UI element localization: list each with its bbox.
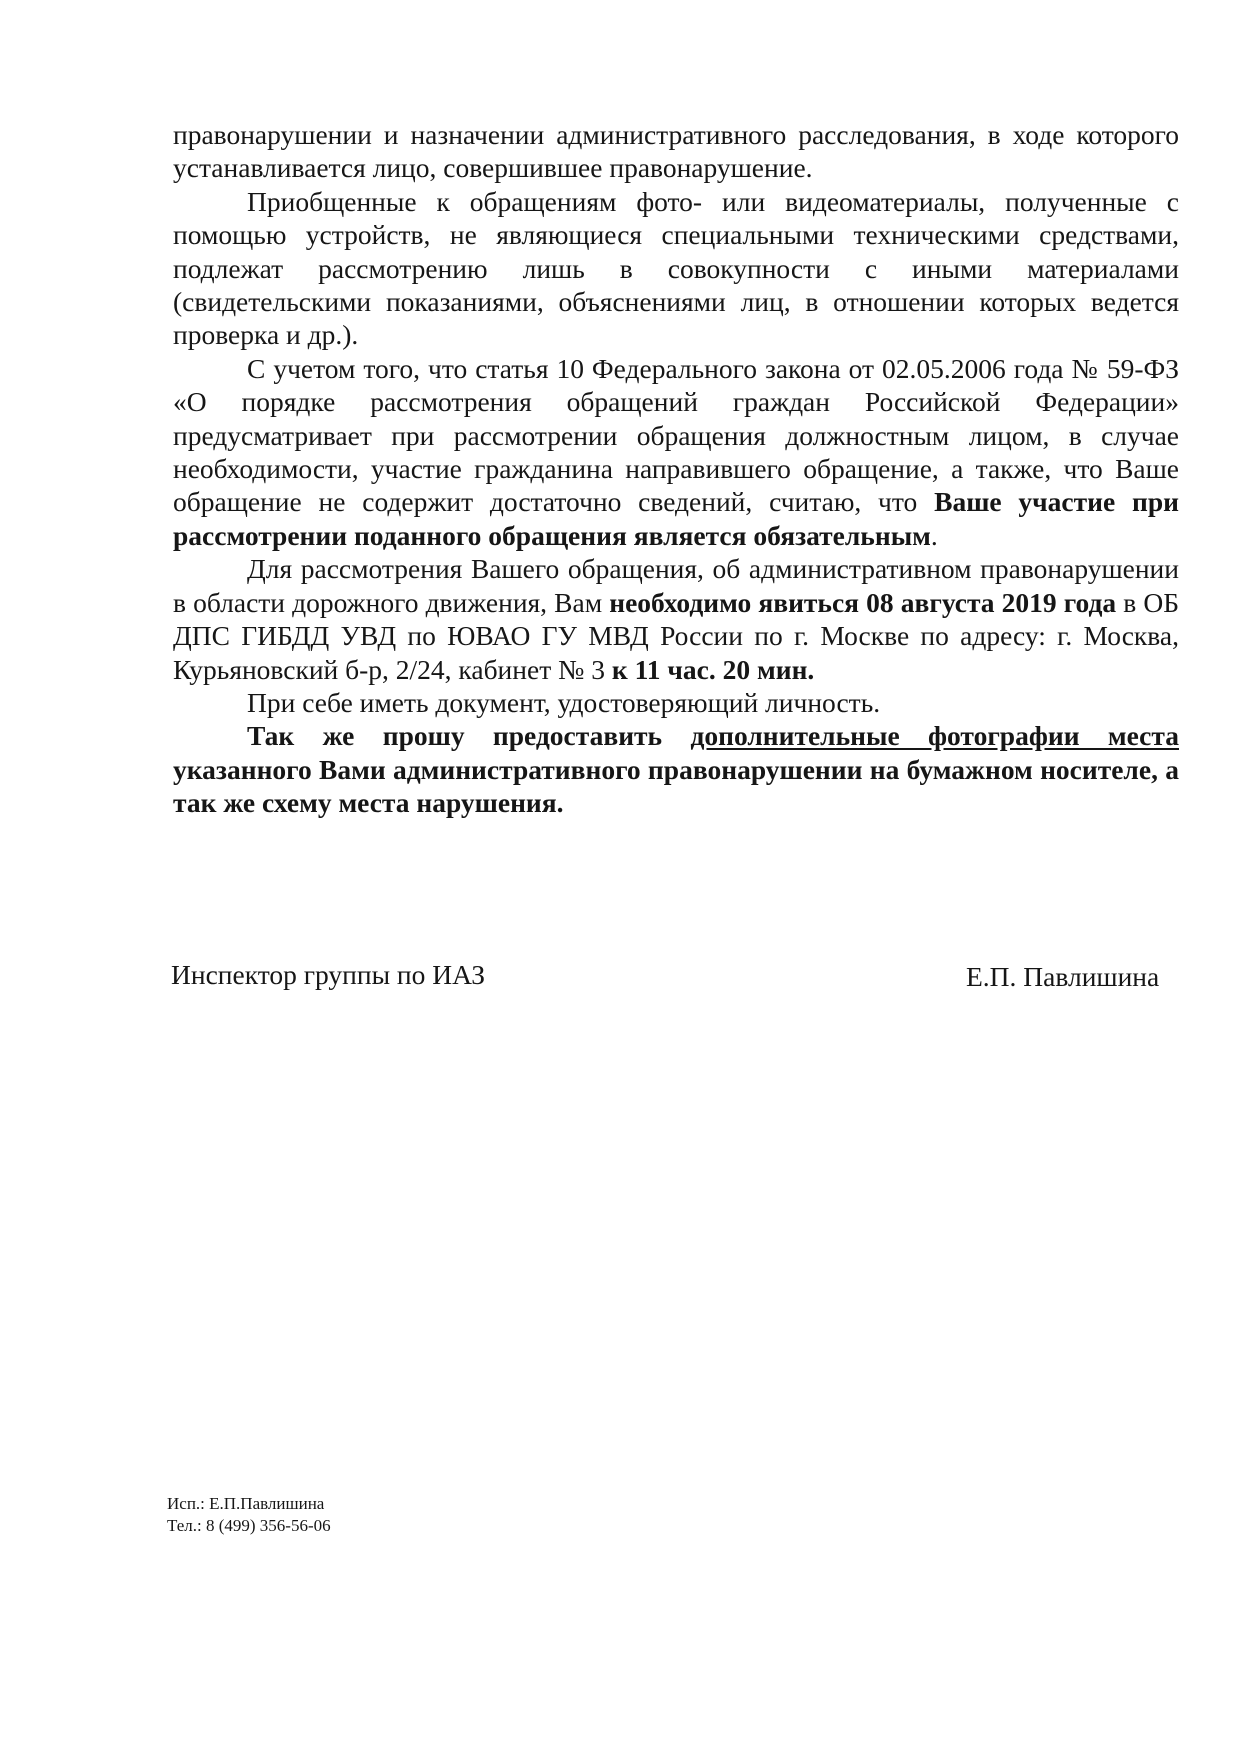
request-text-2: указанного Вами административного правонарушении на бумажном носителе, а так же схему места нарушения. — [173, 753, 1179, 819]
letter-body — [173, 118, 1179, 820]
appointment-time: к 11 час. 20 мин. — [611, 653, 815, 685]
executor-name: Исп.: Е.П.Павлишина — [167, 1494, 325, 1513]
law-reference-text: С учетом того, что статья 10 Федерального закона от 02.05.2006 года № 59-ФЗ «О порядке рассмотрения обращений граждан Российской Федерации» предусматривает при рассмотрении обращения должностным лицом, в случае необходимости, участие гражданина направившего обращение, а также, что Ваше обращение не содержит достаточно сведений, считаю, что — [173, 352, 1179, 518]
signature-title: Инспектор группы по ИАЗ — [171, 959, 486, 990]
paragraph-appointment — [173, 552, 1179, 686]
paragraph-request — [173, 719, 1179, 819]
executor-footer — [167, 1493, 331, 1537]
request-text-1: Так же прошу предоставить — [247, 720, 691, 752]
participation-mandatory-text: Ваше участие при рассмотрении поданного обращения является обязательным — [173, 486, 1179, 551]
request-underlined-text: дополнительные фотографии места — [690, 720, 1179, 752]
paragraph-identity-document — [173, 686, 1179, 719]
identity-document-text: При себе иметь документ, удостоверяющий личность. — [247, 686, 881, 718]
appointment-address: в ОБ ДПС ГИБДД УВД по ЮВАО ГУ МВД России по г. Москве по адресу: г. Москва, Курьяновский б-р, 2/24, кабинет № 3 — [173, 586, 1179, 685]
signature-name: Е.П. Павлишина — [966, 961, 1160, 992]
law-reference-end: . — [930, 519, 938, 551]
paragraph-photo-materials — [173, 185, 1179, 352]
paragraph-continuation — [173, 118, 1179, 185]
appointment-date: необходимо явиться 08 августа 2019 года — [609, 586, 1117, 618]
executor-phone: Тел.: 8 (499) 356-56-06 — [167, 1516, 331, 1535]
photo-materials-text: Приобщенные к обращениям фото- или видеоматериалы, полученные с помощью устройств, не являющиеся специальными техническими средствами, подлежат рассмотрению лишь в совокупности с иными материалами (свидетельскими показаниями, объяснениями лиц, в отношении которых ведется проверка и др.). — [173, 185, 1179, 351]
appointment-text-1: Для рассмотрения Вашего обращения, об административном правонарушении в области дорожного движения, Вам — [173, 553, 1179, 618]
continuation-text: правонарушении и назначении административного расследования, в ходе которого устанавливается лицо, совершившее правонарушение. — [173, 119, 1179, 184]
paragraph-law-reference — [173, 352, 1179, 552]
